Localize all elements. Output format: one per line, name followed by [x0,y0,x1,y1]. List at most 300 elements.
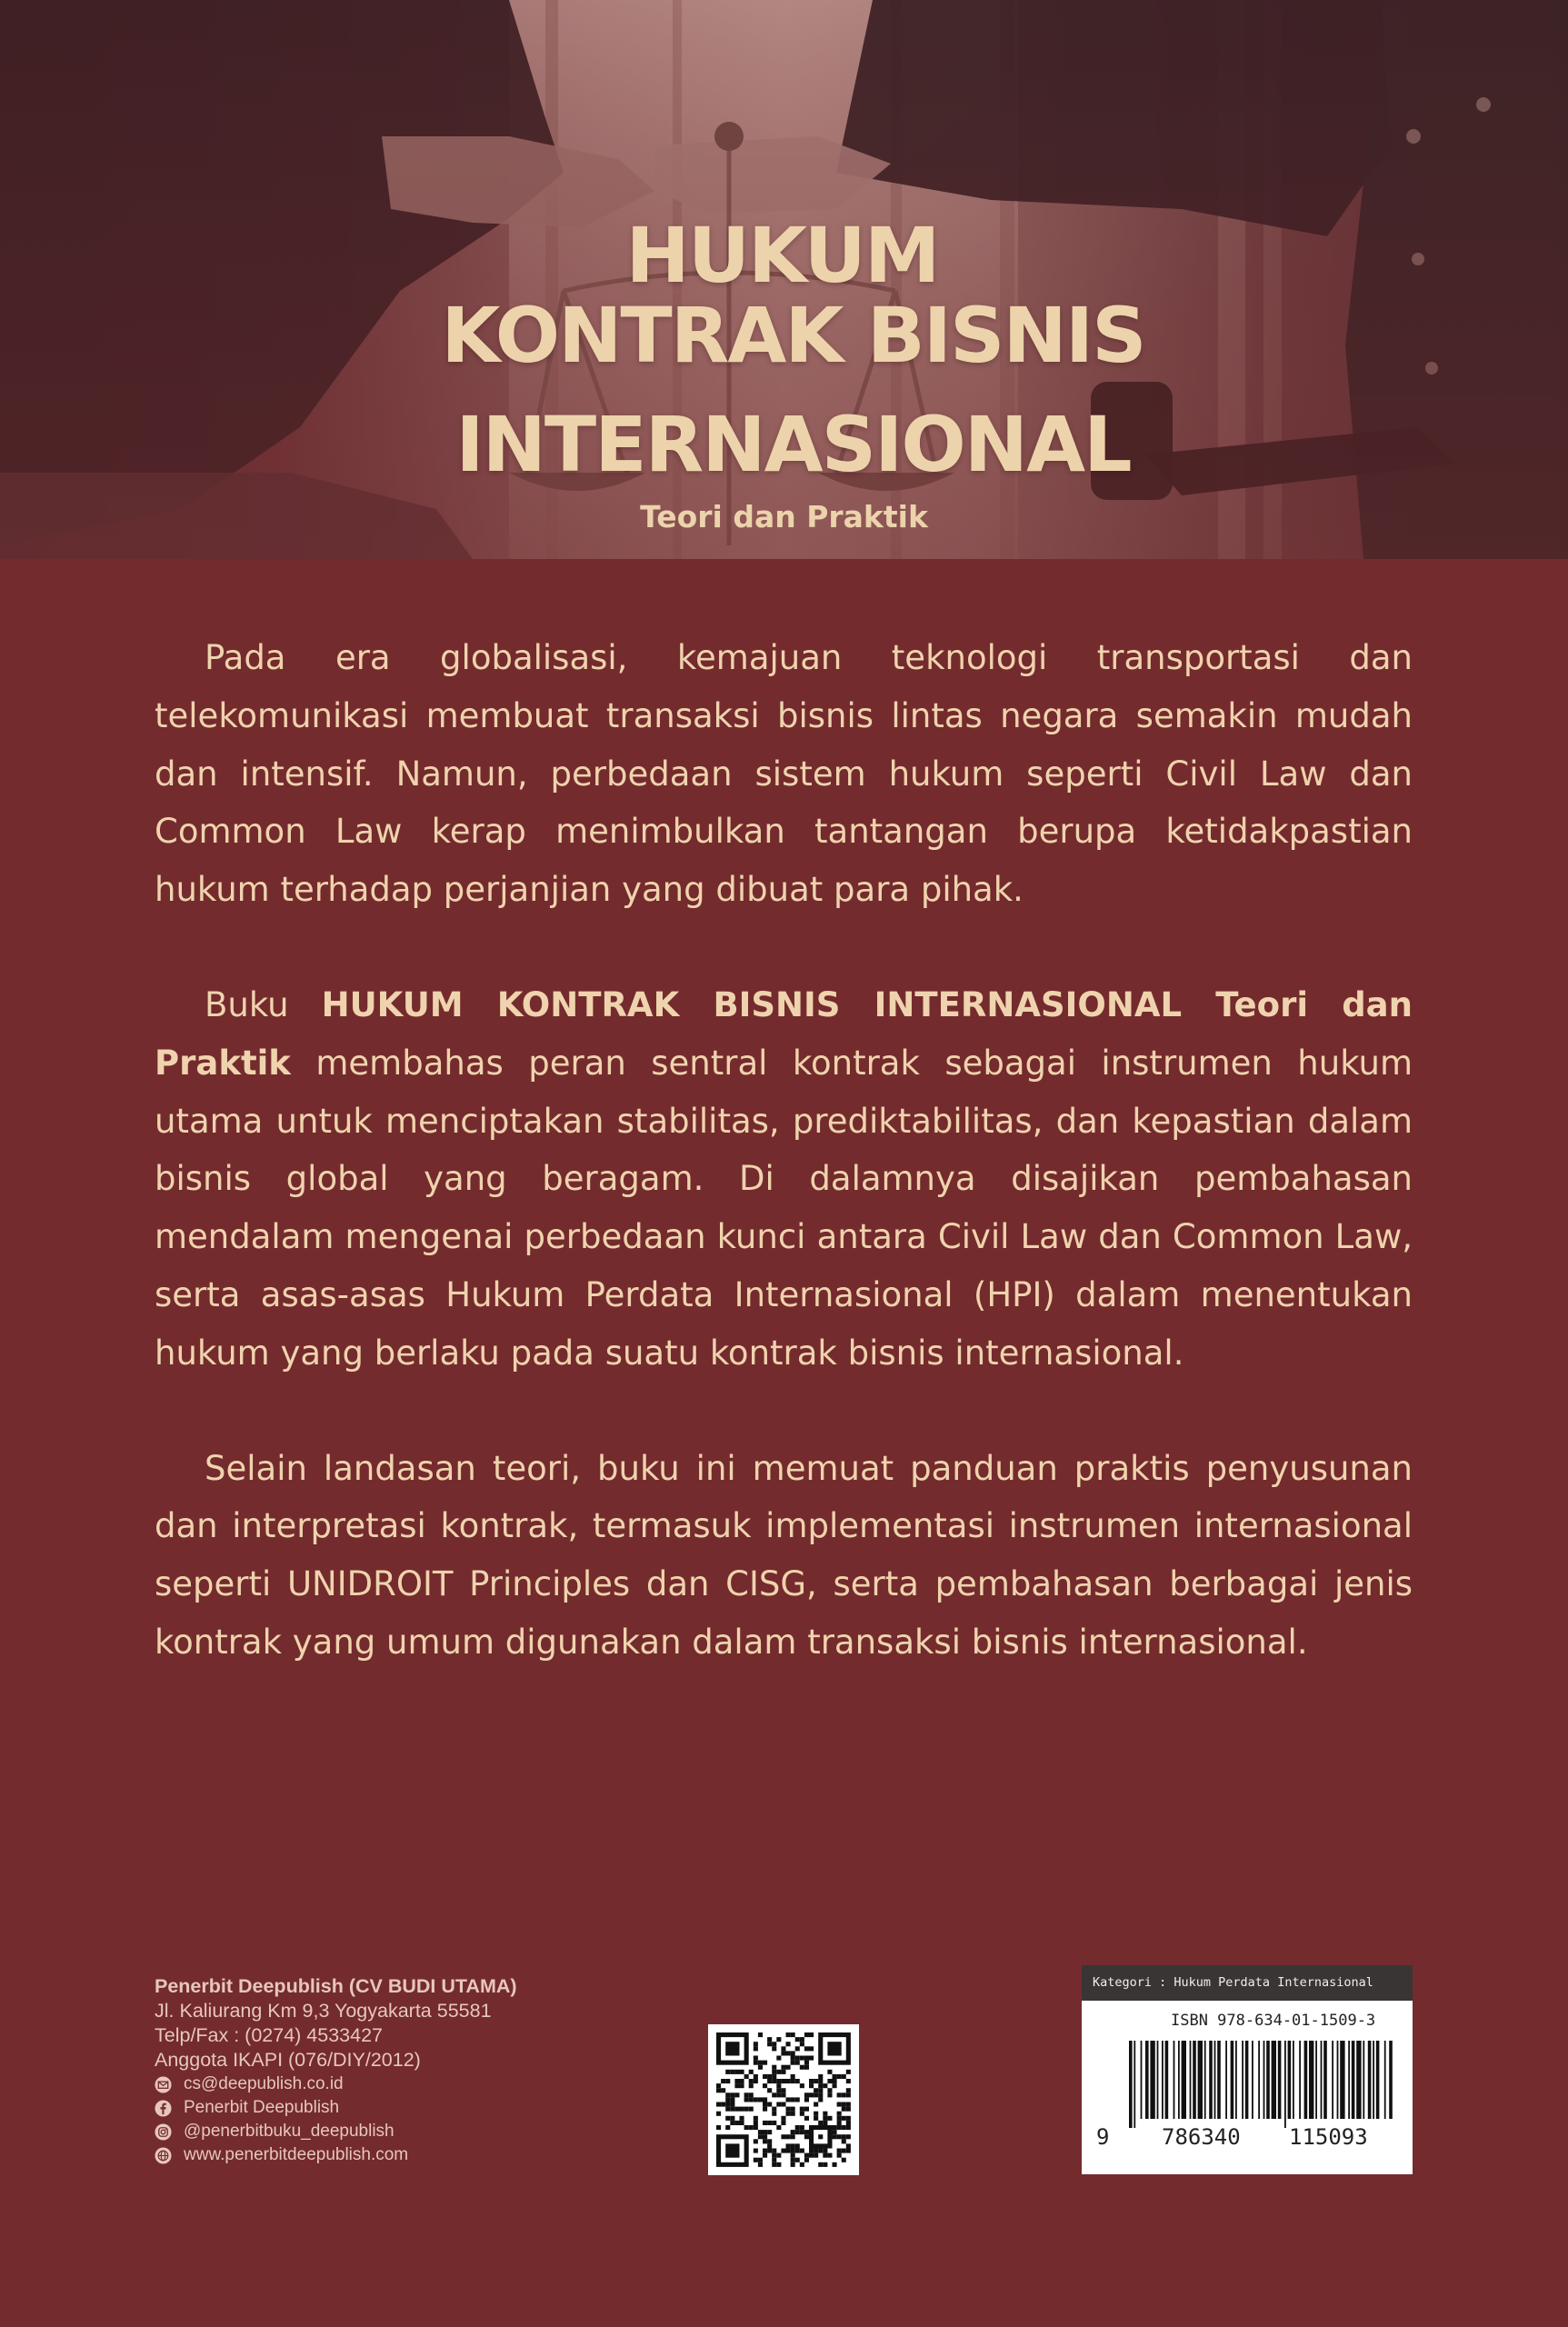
barcode-bar [1356,2041,1361,2119]
qr-module [791,2097,795,2102]
qr-module [837,2153,842,2158]
qr-module [716,2112,721,2116]
qr-module [740,2107,744,2112]
qr-module [823,2112,827,2116]
barcode-bar [1217,2041,1221,2119]
barcode-bar [1190,2041,1192,2119]
contact-facebook-text: Penerbit Deepublish [184,2098,340,2117]
qr-module [740,2083,744,2088]
qr-module [846,2107,851,2112]
qr-module [814,2116,818,2121]
qr-module [833,2125,837,2130]
qr-module [725,2070,730,2074]
qr-module [749,2083,754,2088]
qr-module [740,2121,744,2125]
qr-module [846,2121,851,2125]
qr-module [814,2092,818,2097]
qr-module [809,2032,814,2037]
qr-module [781,2051,785,2055]
qr-module [842,2149,846,2153]
qr-module [725,2116,730,2121]
globe-icon [155,2147,172,2164]
qr-module [772,2149,776,2153]
qr-module [842,2158,846,2162]
barcode-bar [1134,2041,1135,2128]
blurb-text [155,629,1413,1729]
barcode-bar [1348,2041,1350,2119]
contact-email [155,2072,664,2096]
qr-module [786,2112,791,2116]
qr-module [754,2079,758,2083]
qr-module [758,2097,763,2102]
qr-module [842,2102,846,2107]
qr-module [754,2074,758,2079]
qr-module [763,2149,767,2153]
barcode-bar [1337,2041,1339,2119]
qr-module [740,2116,744,2121]
qr-module [776,2102,781,2107]
qr-module [758,2130,763,2134]
qr-module [772,2046,776,2051]
qr-module [809,2092,814,2097]
qr-module [800,2042,804,2046]
qr-module [818,2088,823,2092]
qr-module [837,2125,842,2130]
qr-module [725,2143,739,2157]
qr-module [781,2065,785,2070]
barcode-bar [1198,2041,1203,2119]
qr-module [846,2125,851,2130]
qr-module [725,2079,730,2083]
cover-title [0,0,1568,559]
qr-module [804,2056,809,2061]
qr-module [730,2121,734,2125]
email-icon [155,2076,172,2093]
qr-module [749,2107,754,2112]
qr-module [721,2079,725,2083]
cover-subtitle: Teori dan Praktik [640,499,928,534]
qr-module [758,2158,763,2162]
barcode-bar [1193,2041,1196,2119]
qr-module [818,2121,823,2125]
barcode-bar [1272,2041,1276,2119]
qr-module [786,2097,791,2102]
qr-module [800,2125,804,2130]
title-line-2: KONTRAK BISNIS [441,291,1145,380]
qr-module [781,2079,785,2083]
qr-module [763,2130,767,2134]
qr-code-graphic [708,2024,859,2175]
qr-module [786,2042,791,2046]
qr-module [795,2130,800,2134]
qr-module [772,2092,776,2097]
qr-module [823,2162,827,2167]
qr-module [791,2074,795,2079]
barcode-bar [1263,2041,1265,2119]
qr-module [763,2134,767,2139]
qr-code [708,2024,859,2175]
qr-module [823,2149,827,2153]
qr-module [827,2092,832,2097]
blurb-paragraph-1: Pada era globalisasi, kemajuan teknologi transportasi dan telekomunikasi membuat transaksi bisnis lintas negara semakin mudah dan intensif. Namun, perbedaan sistem hukum seperti Civil Law dan Common Law kerap menimbulkan tantangan berupa ketidakpastian hukum terhadap perjanjian yang dibuat para pihak. [155,638,1413,910]
qr-module [846,2088,851,2092]
qr-module [795,2097,800,2102]
qr-module [744,2074,749,2079]
qr-module [767,2130,772,2134]
qr-module [809,2149,814,2153]
barcode-bar [1182,2041,1186,2119]
header-photo [0,0,1568,559]
qr-module [772,2121,776,2125]
qr-module [795,2056,800,2061]
qr-module [791,2061,795,2065]
qr-module [837,2121,842,2125]
qr-module [786,2065,791,2070]
barcode-bar [1284,2041,1286,2128]
barcode-bar [1245,2041,1249,2119]
barcode-panel [1082,2001,1413,2174]
barcode-bar [1174,2041,1175,2119]
qr-module [809,2046,814,2051]
qr-module [749,2070,754,2074]
qr-module [791,2051,795,2055]
qr-module [763,2107,767,2112]
barcode-bar [1145,2041,1149,2119]
qr-module [818,2162,823,2167]
publisher-address: Jl. Kaliurang Km 9,3 Yogyakarta 55581 [155,2000,492,2022]
qr-module [791,2130,795,2134]
barcode-bar [1376,2041,1380,2119]
qr-module [734,2121,739,2125]
qr-module [804,2097,809,2102]
qr-module [754,2046,758,2051]
qr-module [795,2037,800,2042]
qr-module [804,2130,809,2134]
barcode-bar [1368,2041,1372,2119]
qr-module [730,2070,734,2074]
qr-module [786,2149,791,2153]
qr-module [740,2070,744,2074]
qr-module [846,2116,851,2121]
qr-module [804,2046,809,2051]
qr-module [758,2032,763,2037]
qr-module [767,2102,772,2107]
barcode-bar [1299,2041,1301,2119]
blurb-book-title: HUKUM KONTRAK BISNIS INTERNASIONAL Teori dan Praktik [155,984,1413,1083]
qr-module [814,2112,818,2116]
qr-module [776,2056,781,2061]
qr-module [804,2116,809,2121]
qr-module [754,2149,758,2153]
qr-module [804,2061,809,2065]
qr-module [734,2079,739,2083]
qr-module [776,2083,781,2088]
qr-module [846,2134,851,2139]
qr-module [800,2130,804,2134]
blurb-p2-rest: membahas peran sentral kontrak sebagai instrumen hukum utama untuk menciptakan stabilitas, prediktabilitas, dan kepastian dalam bisnis global yang beragam. Di dalamnya disajikan pembahasan mendalam mengenai perbedaan kunci antara Civil Law dan Common Law, serta asas-asas Hukum Perdata Internasional (HPI) dalam menentukan hukum yang berlaku pada suatu kontrak bisnis internasional. [155,1043,1413,1373]
qr-module [809,2153,814,2158]
qr-module [791,2134,795,2139]
qr-module [786,2032,791,2037]
barcode-bar [1323,2041,1327,2119]
publisher-info [155,1974,664,2167]
qr-module [754,2116,758,2121]
barcode-bar [1332,2041,1333,2119]
barcode-bar [1321,2041,1323,2119]
qr-module [754,2056,758,2061]
barcode-bar [1309,2041,1313,2119]
qr-module [791,2079,795,2083]
qr-module [749,2092,754,2097]
qr-module [767,2139,772,2143]
qr-module [837,2092,842,2097]
barcode-bar [1252,2041,1253,2119]
publisher-membership: Anggota IKAPI (076/DIY/2012) [155,2049,421,2071]
qr-module [827,2070,832,2074]
qr-module [818,2074,823,2079]
qr-module [734,2107,739,2112]
qr-module [833,2074,837,2079]
barcode-right-digits: 115093 [1289,2124,1368,2150]
barcode-bar [1352,2041,1355,2119]
qr-module [721,2102,725,2107]
isbn-number: ISBN 978-634-01-1509-3 [1171,2012,1376,2030]
qr-module [818,2079,823,2083]
qr-module [823,2083,827,2088]
qr-module [795,2079,800,2083]
qr-module [814,2153,818,2158]
barcode-bar [1178,2041,1180,2119]
qr-module [795,2158,800,2162]
qr-module [725,2042,739,2055]
qr-module [837,2102,842,2107]
qr-module [833,2079,837,2083]
qr-module [776,2079,781,2083]
qr-module [725,2097,730,2102]
qr-module [786,2107,791,2112]
qr-module [837,2134,842,2139]
qr-module [842,2116,846,2121]
qr-module [818,2134,823,2139]
qr-module [791,2112,795,2116]
qr-module [833,2162,837,2167]
qr-module [818,2097,823,2102]
qr-module [791,2143,795,2148]
qr-module [814,2102,818,2107]
qr-module [800,2107,804,2112]
qr-module [827,2153,832,2158]
qr-module [786,2051,791,2055]
qr-module [814,2079,818,2083]
qr-module [758,2134,763,2139]
qr-module [763,2074,767,2079]
barcode-bar [1258,2041,1260,2119]
barcode-bar [1235,2041,1237,2119]
qr-module [846,2143,851,2148]
qr-module [804,2158,809,2162]
qr-module [842,2125,846,2130]
qr-module [809,2056,814,2061]
qr-module [781,2121,785,2125]
qr-module [846,2079,851,2083]
barcode-bar [1384,2041,1386,2119]
qr-module [763,2153,767,2158]
qr-module [800,2162,804,2167]
qr-module [781,2092,785,2097]
qr-module [786,2079,791,2083]
qr-module [800,2083,804,2088]
blurb-p2-lead: Buku [205,984,322,1024]
qr-module [740,2079,744,2083]
qr-module [827,2042,841,2055]
barcode-bar [1214,2041,1216,2119]
qr-module [800,2149,804,2153]
qr-module [786,2143,791,2148]
qr-module [767,2143,772,2148]
barcode-bars [1129,2041,1393,2128]
qr-module [800,2056,804,2061]
qr-module [758,2065,763,2070]
barcode-bar [1165,2041,1169,2119]
blurb-paragraph-3: Selain landasan teori, buku ini memuat panduan praktis penyusunan dan interpretasi kontrak, termasuk implementasi instrumen internasional seperti UNIDROIT Principles dan CISG, serta pembahasan berbagai jenis kontrak yang umum digunakan dalam transaksi bisnis internasional. [155,1448,1413,1662]
qr-module [804,2092,809,2097]
qr-module [814,2088,818,2092]
qr-module [730,2116,734,2121]
barcode-bar [1231,2041,1234,2119]
barcode-bar [1315,2041,1317,2119]
barcode-bar [1225,2041,1227,2119]
qr-module [827,2116,832,2121]
qr-module [749,2097,754,2102]
qr-module [800,2112,804,2116]
qr-module [730,2092,734,2097]
qr-module [809,2079,814,2083]
contact-website-text: www.penerbitdeepublish.com [184,2145,409,2164]
barcode-left-digits: 786340 [1162,2124,1241,2150]
barcode-bar [1266,2041,1270,2119]
barcode-bar [1278,2041,1282,2119]
qr-module [842,2074,846,2079]
contact-facebook [155,2096,664,2120]
qr-module [758,2162,763,2167]
qr-module [772,2162,776,2167]
barcode-bar [1141,2041,1143,2119]
barcode-bar [1363,2041,1364,2119]
qr-module [754,2139,758,2143]
qr-module [823,2116,827,2121]
qr-module [725,2125,730,2130]
qr-module [734,2070,739,2074]
title-line-3: INTERNASIONAL [455,400,1131,489]
qr-module [744,2125,749,2130]
qr-module [842,2139,846,2143]
barcode-bar [1288,2041,1292,2119]
publisher-phone: Telp/Fax : (0274) 4533427 [155,2024,383,2046]
barcode-bar [1162,2041,1164,2119]
qr-module [772,2079,776,2083]
qr-module [754,2121,758,2125]
qr-module [781,2116,785,2121]
qr-module [776,2125,781,2130]
qr-module [795,2125,800,2130]
qr-module [804,2032,809,2037]
qr-module [781,2149,785,2153]
qr-module [716,2125,721,2130]
qr-module [791,2158,795,2162]
qr-module [725,2107,730,2112]
qr-module [837,2149,842,2153]
qr-module [772,2070,776,2074]
qr-module [730,2107,734,2112]
qr-module [767,2149,772,2153]
qr-module [791,2149,795,2153]
qr-module [795,2149,800,2153]
qr-module [772,2153,776,2158]
qr-module [776,2037,781,2042]
barcode-bar [1157,2041,1159,2119]
qr-module [791,2032,795,2037]
qr-module [846,2149,851,2153]
qr-module [791,2162,795,2167]
qr-module [842,2107,846,2112]
qr-module [827,2079,832,2083]
qr-module [800,2037,804,2042]
qr-module [827,2088,832,2092]
facebook-icon [155,2100,172,2117]
qr-module [767,2074,772,2079]
title-line-1: HUKUM [625,211,939,300]
qr-module [781,2046,785,2051]
qr-module [763,2097,767,2102]
qr-module [781,2102,785,2107]
blurb-paragraph-2 [155,976,1413,1383]
qr-module [716,2083,721,2088]
qr-module [772,2074,776,2079]
qr-module [763,2061,767,2065]
qr-module [767,2079,772,2083]
qr-module [721,2088,725,2092]
qr-module [725,2102,730,2107]
qr-module [814,2149,818,2153]
qr-module [758,2061,763,2065]
qr-module [786,2134,791,2139]
qr-module [744,2107,749,2112]
qr-module [795,2046,800,2051]
qr-module [772,2158,776,2162]
instagram-icon [155,2123,172,2141]
barcode-bar [1129,2041,1133,2128]
isbn-barcode-block [1082,1965,1413,2174]
qr-module [754,2042,758,2046]
qr-module [716,2102,721,2107]
qr-module [781,2070,785,2074]
contact-website [155,2143,664,2167]
barcode-bar [1304,2041,1308,2119]
qr-module [767,2121,772,2125]
category-label: Kategori : Hukum Perdata Internasional [1082,1965,1413,2001]
qr-module [767,2088,772,2092]
qr-module [823,2153,827,2158]
qr-module [776,2162,781,2167]
qr-module [776,2092,781,2097]
qr-module [837,2074,842,2079]
qr-module [833,2134,837,2139]
barcode-bar [1242,2041,1243,2119]
qr-module [837,2112,842,2116]
qr-module [781,2134,785,2139]
qr-module [776,2088,781,2092]
qr-module [833,2083,837,2088]
